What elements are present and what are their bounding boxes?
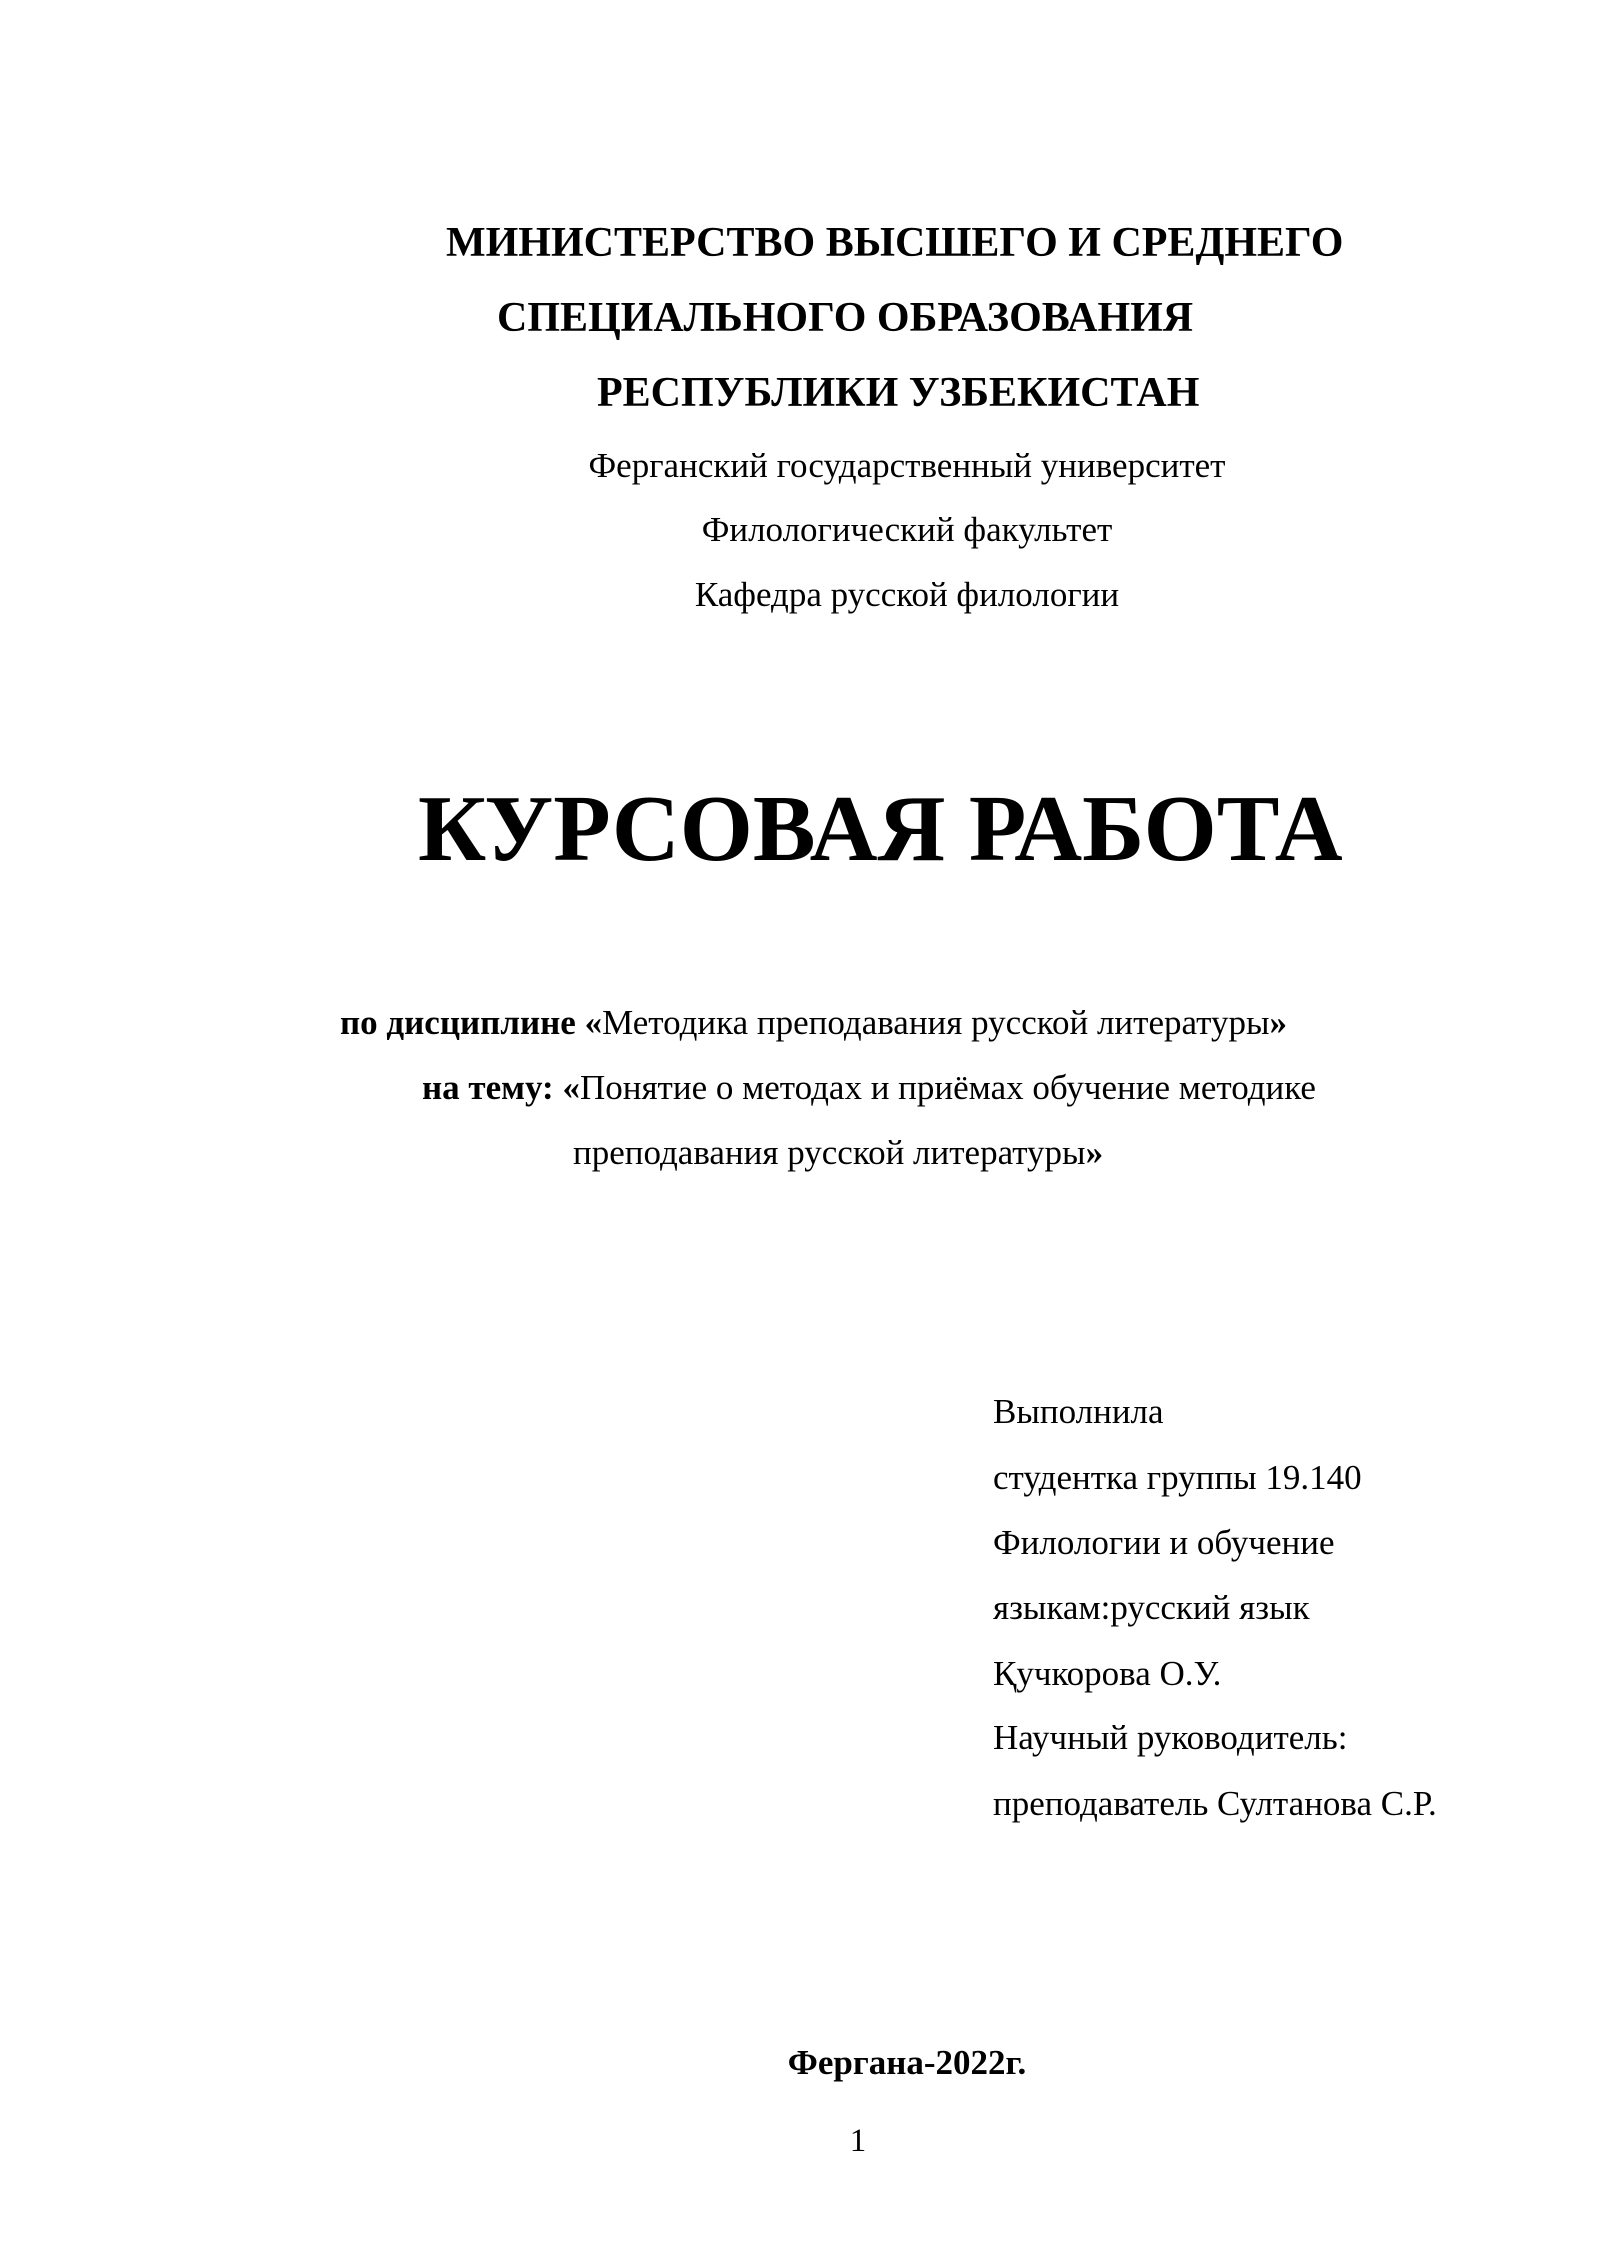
discipline-value: Методика преподавания русской литературы <box>602 1003 1270 1042</box>
author-line-supervisor-name: преподаватель Султанова С.Р. <box>993 1784 1437 1823</box>
ministry-line-2: СПЕЦИАЛЬНОГО ОБРАЗОВАНИЯ <box>497 295 1194 341</box>
author-line-specialty-1: Филологии и обучение <box>993 1523 1335 1562</box>
topic-line-2 <box>573 1135 1103 1170</box>
discipline-close-quote: » <box>1269 1003 1287 1042</box>
ministry-line-3: РЕСПУБЛИКИ УЗБЕКИСТАН <box>597 370 1200 416</box>
author-line-performed-by: Выполнила <box>993 1392 1164 1431</box>
document-title: КУРСОВАЯ РАБОТА <box>418 777 1343 881</box>
topic-value-line-2: преподавания русской литературы <box>573 1133 1086 1172</box>
topic-value-line-1: Понятие о методах и приёмах обучение методике <box>579 1068 1316 1107</box>
topic-close-quote: » <box>1085 1133 1104 1172</box>
topic-open-quote: « <box>562 1068 580 1107</box>
topic-label: на тему: <box>422 1068 563 1107</box>
ministry-line-1: МИНИСТЕРСТВО ВЫСШЕГО И СРЕДНЕГО <box>446 220 1344 266</box>
discipline-open-quote: « <box>584 1003 603 1042</box>
page-number: 1 <box>849 2123 867 2159</box>
author-line-student-group: студентка группы 19.140 <box>993 1458 1362 1497</box>
topic-line-1 <box>422 1070 1316 1105</box>
faculty-name: Филологический факультет <box>701 510 1113 549</box>
author-line-student-name: Қучкорова О.У. <box>993 1654 1222 1693</box>
department-name: Кафедра русской филологии <box>694 575 1120 614</box>
discipline-line <box>340 1005 1287 1040</box>
university-name: Ферганский государственный университет <box>588 446 1226 485</box>
author-line-supervisor-label: Научный руководитель: <box>993 1718 1348 1757</box>
city-year: Фергана-2022г. <box>787 2043 1027 2082</box>
discipline-label: по дисциплине <box>340 1003 585 1042</box>
author-line-specialty-2: языкам:русский язык <box>993 1588 1310 1627</box>
